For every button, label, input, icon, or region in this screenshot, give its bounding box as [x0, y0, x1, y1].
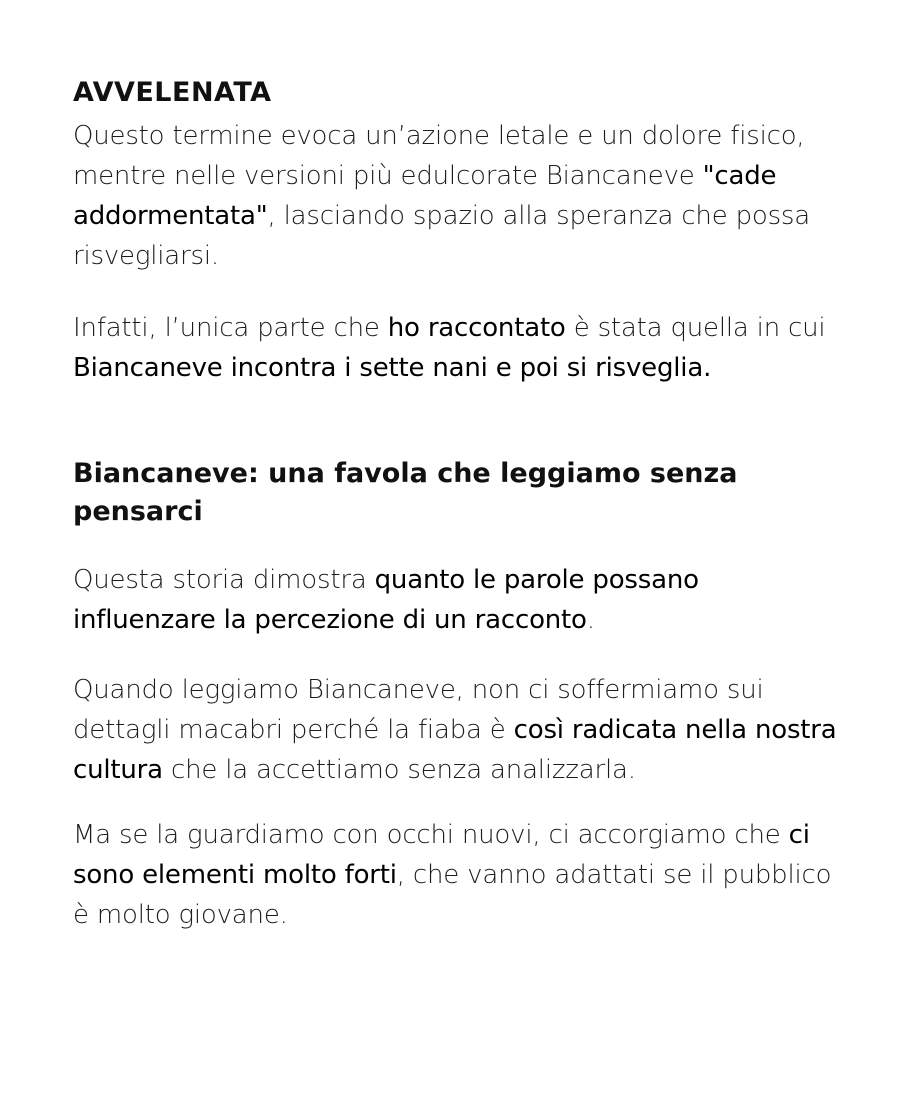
paragraph-text: Quando leggiamo Biancaneve, non ci soffermiamo sui dettagli macabri perché la fiaba è: [73, 675, 764, 745]
paragraph-told-part: [73, 308, 848, 388]
paragraph-text: .: [586, 605, 595, 635]
paragraph-text: , lasciando spazio alla speranza che possa risvegliarsi.: [73, 201, 811, 271]
paragraph-text: che la accettiamo senza analizzarla.: [162, 755, 636, 785]
paragraph-text: Infatti, l’unica parte che: [73, 313, 388, 343]
paragraph-text: è stata quella in cui: [565, 313, 826, 343]
paragraph-macabre-details: [73, 670, 848, 790]
paragraph-text: , che vanno adattati se il pubblico è molto giovane.: [73, 860, 832, 930]
paragraph-text: Questa storia dimostra: [73, 565, 375, 595]
paragraph-text: Ma se la guardiamo con occhi nuovi, ci accorgiamo che: [73, 820, 789, 850]
highlighted-phrase: "cade addormentata": [73, 161, 777, 231]
highlighted-phrase: Biancaneve incontra i sette nani e poi si risveglia.: [73, 353, 712, 383]
paragraph-words-influence: [73, 560, 848, 640]
paragraph-text: Questo termine evoca un’azione letale e un dolore fisico, mentre nelle versioni più edulcorate Biancaneve: [73, 121, 805, 191]
section-title-favola: Biancaneve: una favola che leggiamo senza pensarci: [73, 458, 738, 527]
highlighted-phrase: ci sono elementi molto forti: [73, 820, 810, 890]
highlighted-phrase: quanto le parole possano influenzare la percezione di un racconto: [73, 565, 699, 635]
paragraph-avvelenata-meaning: [73, 116, 848, 276]
highlighted-phrase: così radicata nella nostra cultura: [73, 715, 837, 785]
paragraph-new-eyes: [73, 815, 848, 935]
section-title-avvelenata: AVVELENATA: [73, 77, 272, 108]
highlighted-phrase: ho raccontato: [387, 313, 566, 343]
